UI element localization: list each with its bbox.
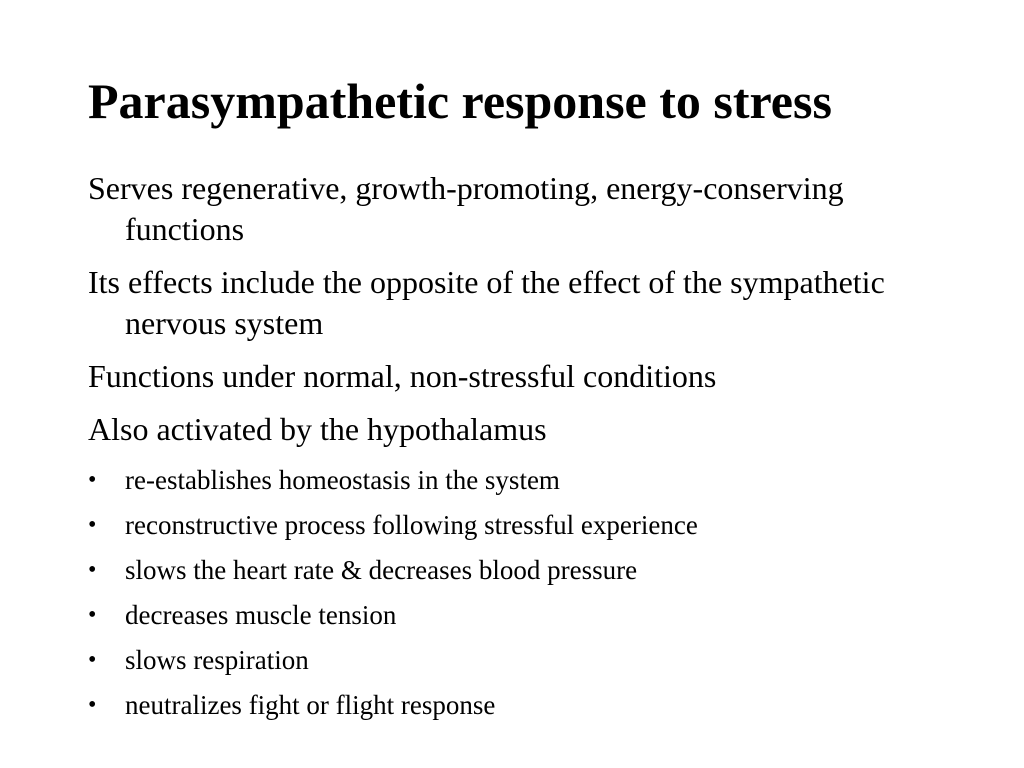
bullet-item xyxy=(88,462,968,498)
bullet-text: reconstructive process following stressful experience xyxy=(125,510,698,540)
main-point-list xyxy=(88,168,968,462)
bullet-icon: • xyxy=(88,557,97,583)
bullet-item xyxy=(88,642,968,678)
bullet-icon: • xyxy=(88,467,97,493)
bullet-icon: • xyxy=(88,512,97,538)
main-point: Its effects include the opposite of the effect of the sympathetic nervous system xyxy=(88,264,885,341)
bullet-text: slows the heart rate & decreases blood pressure xyxy=(125,555,638,585)
bullet-item xyxy=(88,687,968,723)
bullet-text: neutralizes fight or flight response xyxy=(125,690,496,720)
bullet-list xyxy=(88,462,968,732)
bullet-item xyxy=(88,597,968,633)
bullet-item xyxy=(88,507,968,543)
bullet-icon: • xyxy=(88,647,97,673)
bullet-text: decreases muscle tension xyxy=(125,600,397,630)
bullet-icon: • xyxy=(88,602,97,628)
main-point: Also activated by the hypothalamus xyxy=(88,411,547,447)
slide-title: Parasympathetic response to stress xyxy=(88,73,832,129)
bullet-icon: • xyxy=(88,692,97,718)
bullet-text: slows respiration xyxy=(125,645,309,675)
bullet-item xyxy=(88,552,968,588)
main-point: Functions under normal, non-stressful conditions xyxy=(88,358,717,394)
bullet-text: re-establishes homeostasis in the system xyxy=(125,465,560,495)
main-point: Serves regenerative, growth-promoting, energy-conserving functions xyxy=(88,170,844,247)
